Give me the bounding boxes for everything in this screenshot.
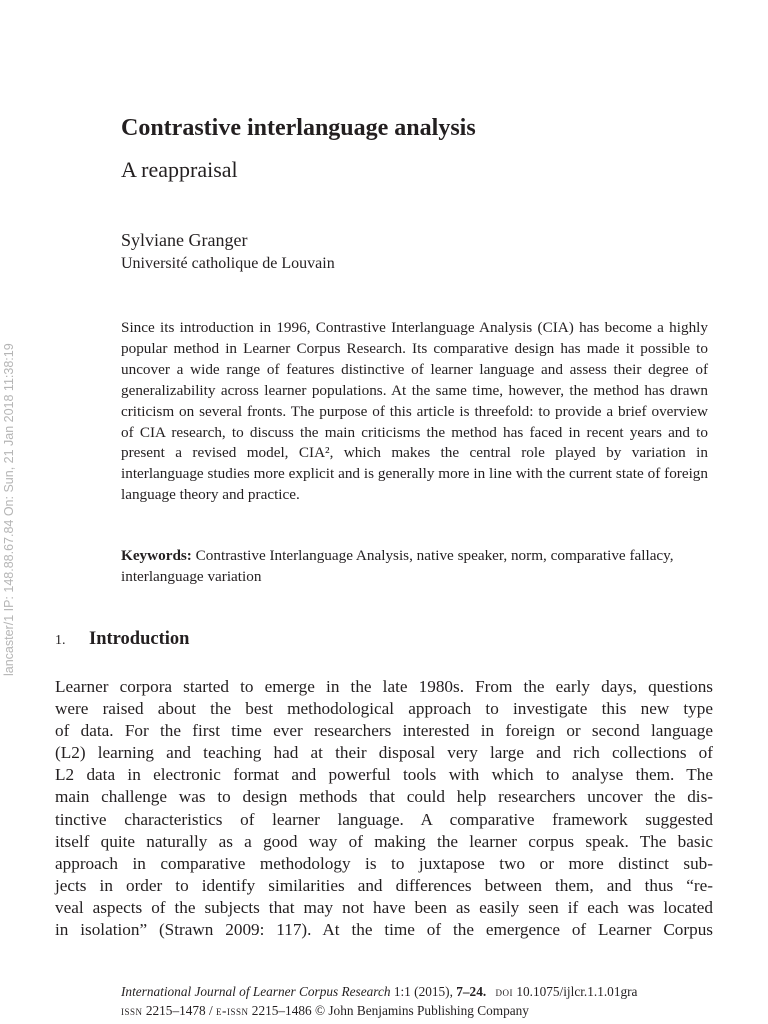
body-text bbox=[55, 676, 713, 941]
body-line: itself quite naturally as a good way of making the learner corpus speak. The basic bbox=[55, 831, 713, 851]
body-line: L2 data in electronic format and powerful tools with which to analyse them. The bbox=[55, 765, 713, 785]
body-line: of data. For the first time ever researchers interested in foreign or second language bbox=[55, 721, 713, 741]
body-line: were raised about the best methodological approach to investigate this new type bbox=[55, 699, 713, 719]
author-name: Sylviane Granger bbox=[121, 230, 248, 250]
body-line: (L2) learning and teaching had at their disposal very large and rich collections of bbox=[55, 743, 713, 763]
journal-name: International Journal of Learner Corpus Research bbox=[121, 984, 391, 999]
doi-link[interactable]: 10.1075/ijlcr.1.1.01gra bbox=[516, 984, 638, 999]
section-heading bbox=[55, 629, 189, 650]
doi-label: doi bbox=[495, 984, 513, 999]
keywords-list: Contrastive Interlanguage Analysis, native speaker, norm, comparative fallacy, interlanguage variation bbox=[121, 547, 674, 585]
body-line: main challenge was to design methods that could help researchers uncover the dis- bbox=[55, 787, 713, 807]
body-line: jects in order to identify similarities and differences between them, and thus “re- bbox=[55, 875, 713, 895]
citation-line bbox=[121, 984, 637, 1000]
keywords bbox=[121, 546, 708, 588]
section-number: 1. bbox=[55, 633, 66, 648]
article-subtitle: A reappraisal bbox=[121, 157, 238, 182]
eissn-value: 2215–1486 © John Benjamins Publishing Company bbox=[251, 1003, 529, 1018]
eissn-label: e-issn bbox=[216, 1003, 249, 1018]
body-line: veal aspects of the subjects that may not have been as easily seen if each was located bbox=[55, 897, 713, 917]
body-line: approach in comparative methodology is to juxtapose two or more distinct sub- bbox=[55, 853, 713, 873]
issn-value: 2215–1478 / bbox=[145, 1003, 213, 1018]
download-watermark: lancaster/1 IP: 148.88.67.84 On: Sun, 21 Jan 2018 11:38:19 bbox=[2, 343, 16, 676]
author-affiliation: Université catholique de Louvain bbox=[121, 255, 335, 272]
abstract: Since its introduction in 1996, Contrastive Interlanguage Analysis (CIA) has become a highly popular method in Learner Corpus Research. Its comparative design has made it possible to uncover a wide range of features distinctive of learner language and assess their degree of generalizability across learner populations. At the same time, however, the method has drawn criticism on several fronts. The purpose of this article is threefold: to provide a brief overview of CIA research, to discuss the main criticisms the method has faced in recent years and to present a revised model, CIA², which makes the central role played by variation in interlanguage studies more explicit and is generally more in line with the current state of foreign language theory and practice. bbox=[121, 319, 708, 504]
keywords-label: Keywords: bbox=[121, 547, 192, 564]
body-line: tinctive characteristics of learner language. A comparative framework suggested bbox=[55, 809, 713, 829]
article-title: Contrastive interlanguage analysis bbox=[121, 115, 476, 141]
page-range: 7–24. bbox=[456, 984, 487, 999]
issn-line bbox=[121, 1003, 529, 1019]
issn-label: issn bbox=[121, 1003, 143, 1018]
body-line: in isolation” (Strawn 2009: 117). At the time of the emergence of Learner Corpus bbox=[55, 920, 713, 940]
section-title: Introduction bbox=[89, 629, 190, 649]
journal-volume: 1:1 (2015), bbox=[393, 984, 453, 999]
body-line: Learner corpora started to emerge in the late 1980s. From the early days, questions bbox=[55, 677, 713, 696]
